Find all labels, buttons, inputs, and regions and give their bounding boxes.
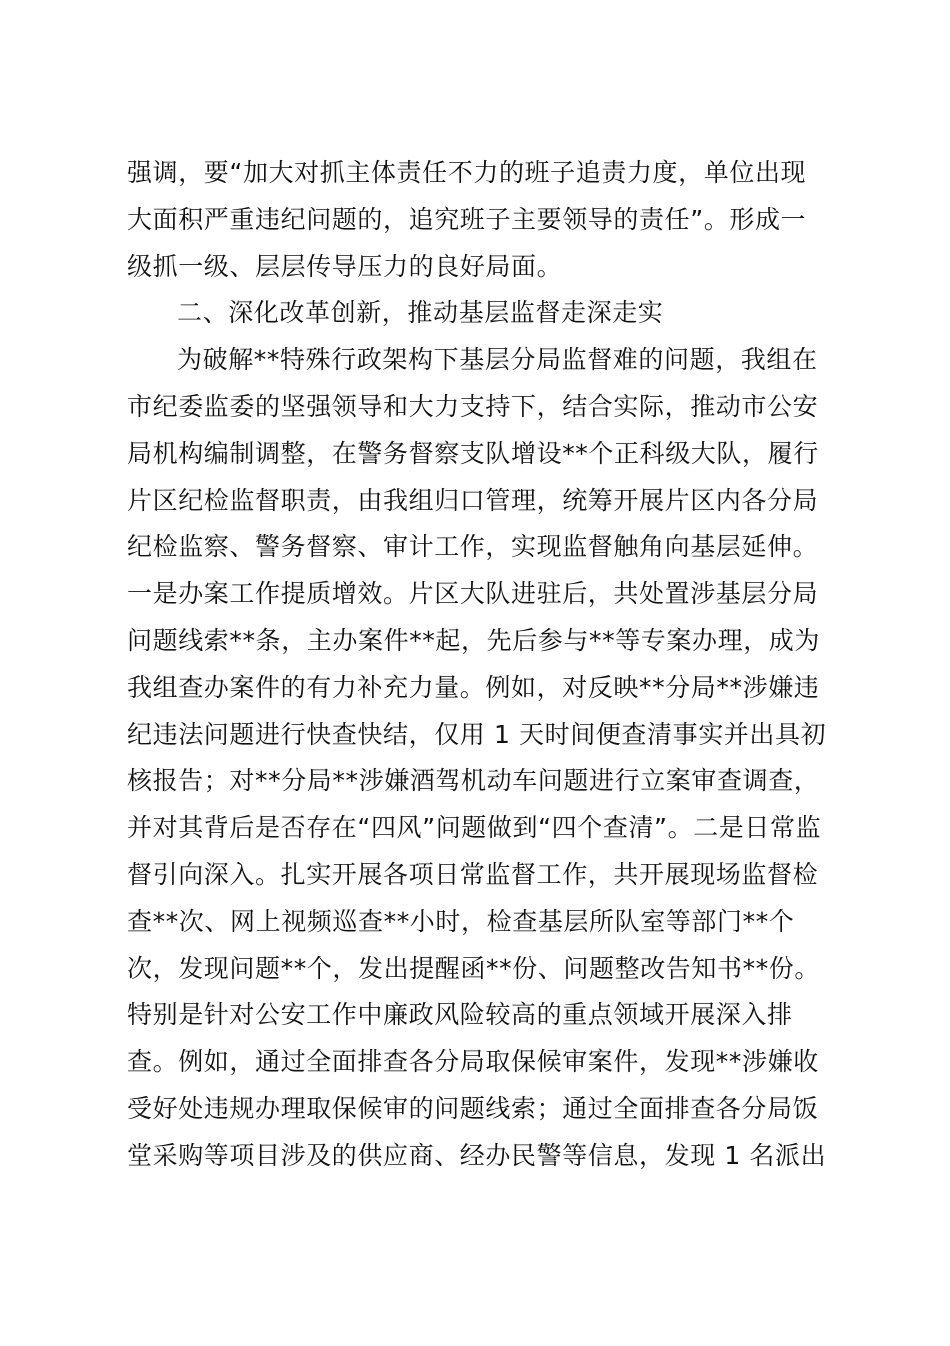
body-text-line: 受好处违规办理取保候审的问题线索；通过全面排查各分局饭: [127, 1093, 819, 1123]
body-text-line: 为破解**特殊行政架构下基层分局监督难的问题，我组在: [177, 345, 818, 375]
body-text-line: 次，发现问题**个，发出提醒函**份、问题整改告知书**份。: [127, 953, 821, 983]
body-text-line: 级抓一级、层层传导压力的良好局面。: [127, 251, 563, 281]
document-body: [127, 150, 827, 1180]
body-text-line: 片区纪检监督职责，由我组归口管理，统筹开展片区内各分局: [127, 485, 819, 515]
body-text-line: 查**次、网上视频巡查**小时，检查基层所队室等部门**个: [127, 906, 795, 936]
body-text-line: 核报告；对**分局**涉嫌酒驾机动车问题进行立案审查调查，: [127, 766, 820, 796]
section-heading: 二、深化改革创新，推动基层监督走深走实: [177, 298, 664, 328]
body-text-line: 特别是针对公安工作中廉政风险较高的重点领域开展深入排: [127, 1000, 793, 1030]
body-text-line: 市纪委监委的坚强领导和大力支持下，结合实际，推动市公安: [127, 391, 819, 421]
body-text-line: 纪检监察、警务督察、审计工作，实现监督触角向基层延伸。: [127, 532, 819, 562]
body-text-line: 问题线索**条，主办案件**起，先后参与**等专案办理，成为: [127, 625, 821, 655]
body-text-line: 大面积严重违纪问题的，追究班子主要领导的责任”。形成一: [127, 204, 807, 234]
body-text-line: 强调，要“加大对抓主体责任不力的班子追责力度，单位出现: [127, 158, 807, 187]
body-text-line: 督引向深入。扎实开展各项日常监督工作，共开展现场监督检: [127, 859, 819, 889]
body-text-line: 堂采购等项目涉及的供应商、经办民警等信息，发现 1 名派出: [127, 1140, 827, 1170]
body-text-line: 查。例如，通过全面排查各分局取保候审案件，发现**涉嫌收: [127, 1047, 819, 1077]
body-text-line: 一是办案工作提质增效。片区大队进驻后，共处置涉基层分局: [127, 579, 819, 609]
body-text-line: 并对其背后是否存在“四风”问题做到“四个查清”。二是日常监: [127, 813, 822, 843]
body-text-line: 局机构编制调整，在警务督察支队增设**个正科级大队，履行: [127, 438, 819, 468]
body-text-line: 纪违法问题进行快查快结，仅用 1 天时间便查清事实并出具初: [127, 719, 827, 749]
body-text-line: 我组查办案件的有力补充力量。例如，对反映**分局**涉嫌违: [127, 672, 820, 702]
